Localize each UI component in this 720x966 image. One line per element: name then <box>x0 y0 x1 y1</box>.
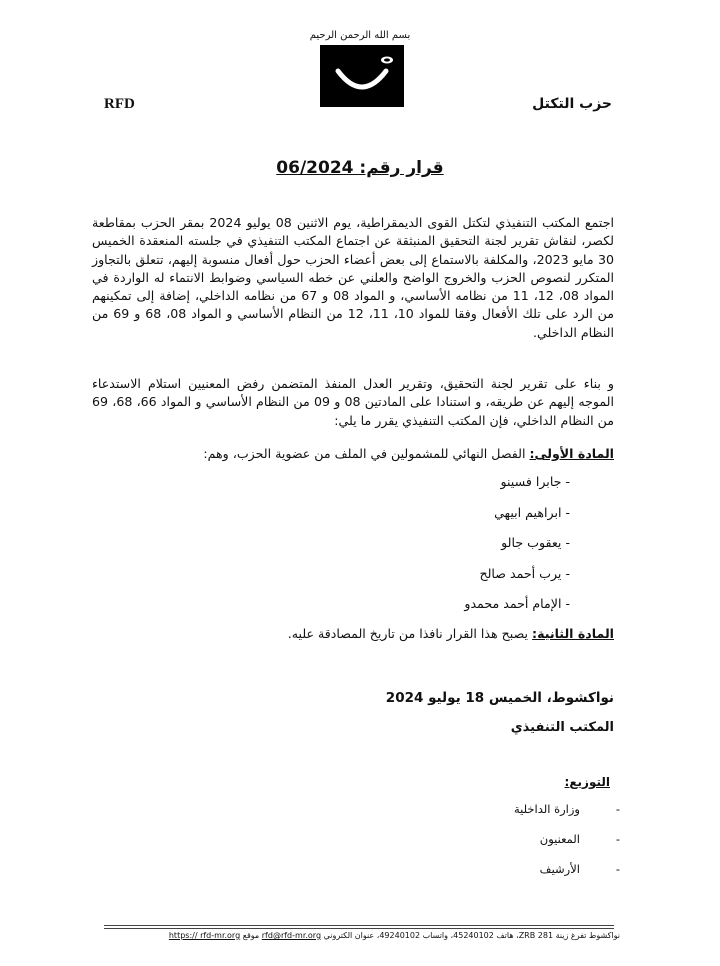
list-item: - يرب أحمد صالح <box>479 565 570 581</box>
list-item <box>514 800 620 830</box>
footer-address: نواكشوط تفرغ زينة ZRB 281، هاتف 45240102، واتساب 49240102، عنوان الكتروني <box>321 931 620 940</box>
paragraph-basis: و بناء على تقرير لجنة التحقيق، وتقرير العدل المنفذ المتضمن رفض المعنيين استلام الاستدعاء الموجه إليهم عن طريقه، و استنادا على المادتين 08 و 09 من النظام الأساسي و المواد 66، 68، 69 من النظام الداخلي، فإن المكتب التنفيذي يقرر ما يلي: <box>92 376 614 428</box>
list-item: - جابرا فسينو <box>500 474 570 489</box>
bullet: - <box>615 832 620 846</box>
party-abbrev: RFD <box>104 96 135 112</box>
distribution-item: المعنيون <box>539 832 580 846</box>
article-two-text: يصبح هذا القرار نافذا من تاريخ المصادقة عليه. <box>287 626 533 641</box>
logo-graphic <box>320 45 404 107</box>
bullet: - <box>615 802 620 816</box>
article-two <box>288 625 614 643</box>
distribution-item: الأرشيف <box>539 862 580 876</box>
list-item: - الإمام أحمد محمدو <box>464 596 570 611</box>
members-list <box>464 473 570 626</box>
list-item: - ابراهيم ابيهي <box>494 504 570 520</box>
article-two-label: المادة الثانية: <box>532 626 614 641</box>
list-item <box>514 830 620 860</box>
distribution-list <box>514 800 620 890</box>
distribution-title: التوزيع: <box>564 775 610 789</box>
footer-email-link[interactable]: rfd@rfd-mr.org <box>261 931 322 940</box>
distribution-item: وزارة الداخلية <box>513 802 580 816</box>
decision-title <box>0 158 720 178</box>
signature-place-date: نواكشوط، الخميس 18 يوليو 2024 <box>385 690 614 706</box>
footer-divider <box>104 925 614 929</box>
footer <box>104 931 620 940</box>
list-item <box>514 860 620 890</box>
footer-site-label: موقع <box>240 931 262 940</box>
footer-site-link[interactable]: https:// rfd-mr.org <box>168 931 241 940</box>
article-one <box>203 445 614 463</box>
party-name: حزب التكتل <box>532 96 612 112</box>
signature-office: المكتب التنفيذي <box>510 720 614 735</box>
rfd-logo-icon <box>320 45 404 107</box>
article-one-label: المادة الأولى: <box>529 446 614 461</box>
decision-title-text: قرار رقم: 06/2024 <box>276 158 444 178</box>
paragraph-intro: اجتمع المكتب التنفيذي لتكتل القوى الديمقراطية، يوم الاثنين 08 يوليو 2024 بمقر الحزب بمقاطعة لكصر، لنقاش تقرير لجنة التحقيق المنبثقة عن اجتماع المكتب التنفيذي في جلسته المنعقدة الخميس 30 مايو 2023، والمكلفة بالاستماع إلى بعض أعضاء الحزب حول أفعال منسوبة إليهم، تتعلق بالتجاوز المتكرر لنصوص الحزب والخروج الواضح والعلني عن خطه السياسي وضوابط الانتماء له الواردة في المواد 08، 12، 11 من نظامه الأساسي، و المواد 08 و 67 من نظامه الداخلي، إضافة إلى تمكينهم من الرد على تلك الأفعال وفقا للمواد 10، 11، 12 من النظام الأساسي و المواد 08، 68 و 69 من النظام الداخلي. <box>92 215 615 340</box>
article-one-text: الفصل النهائي للمشمولين في الملف من عضوية الحزب، وهم: <box>203 446 530 461</box>
basmala: بسم الله الرحمن الرحيم <box>309 30 411 41</box>
bullet: - <box>615 862 620 876</box>
list-item: - يعقوب جالو <box>501 535 570 550</box>
